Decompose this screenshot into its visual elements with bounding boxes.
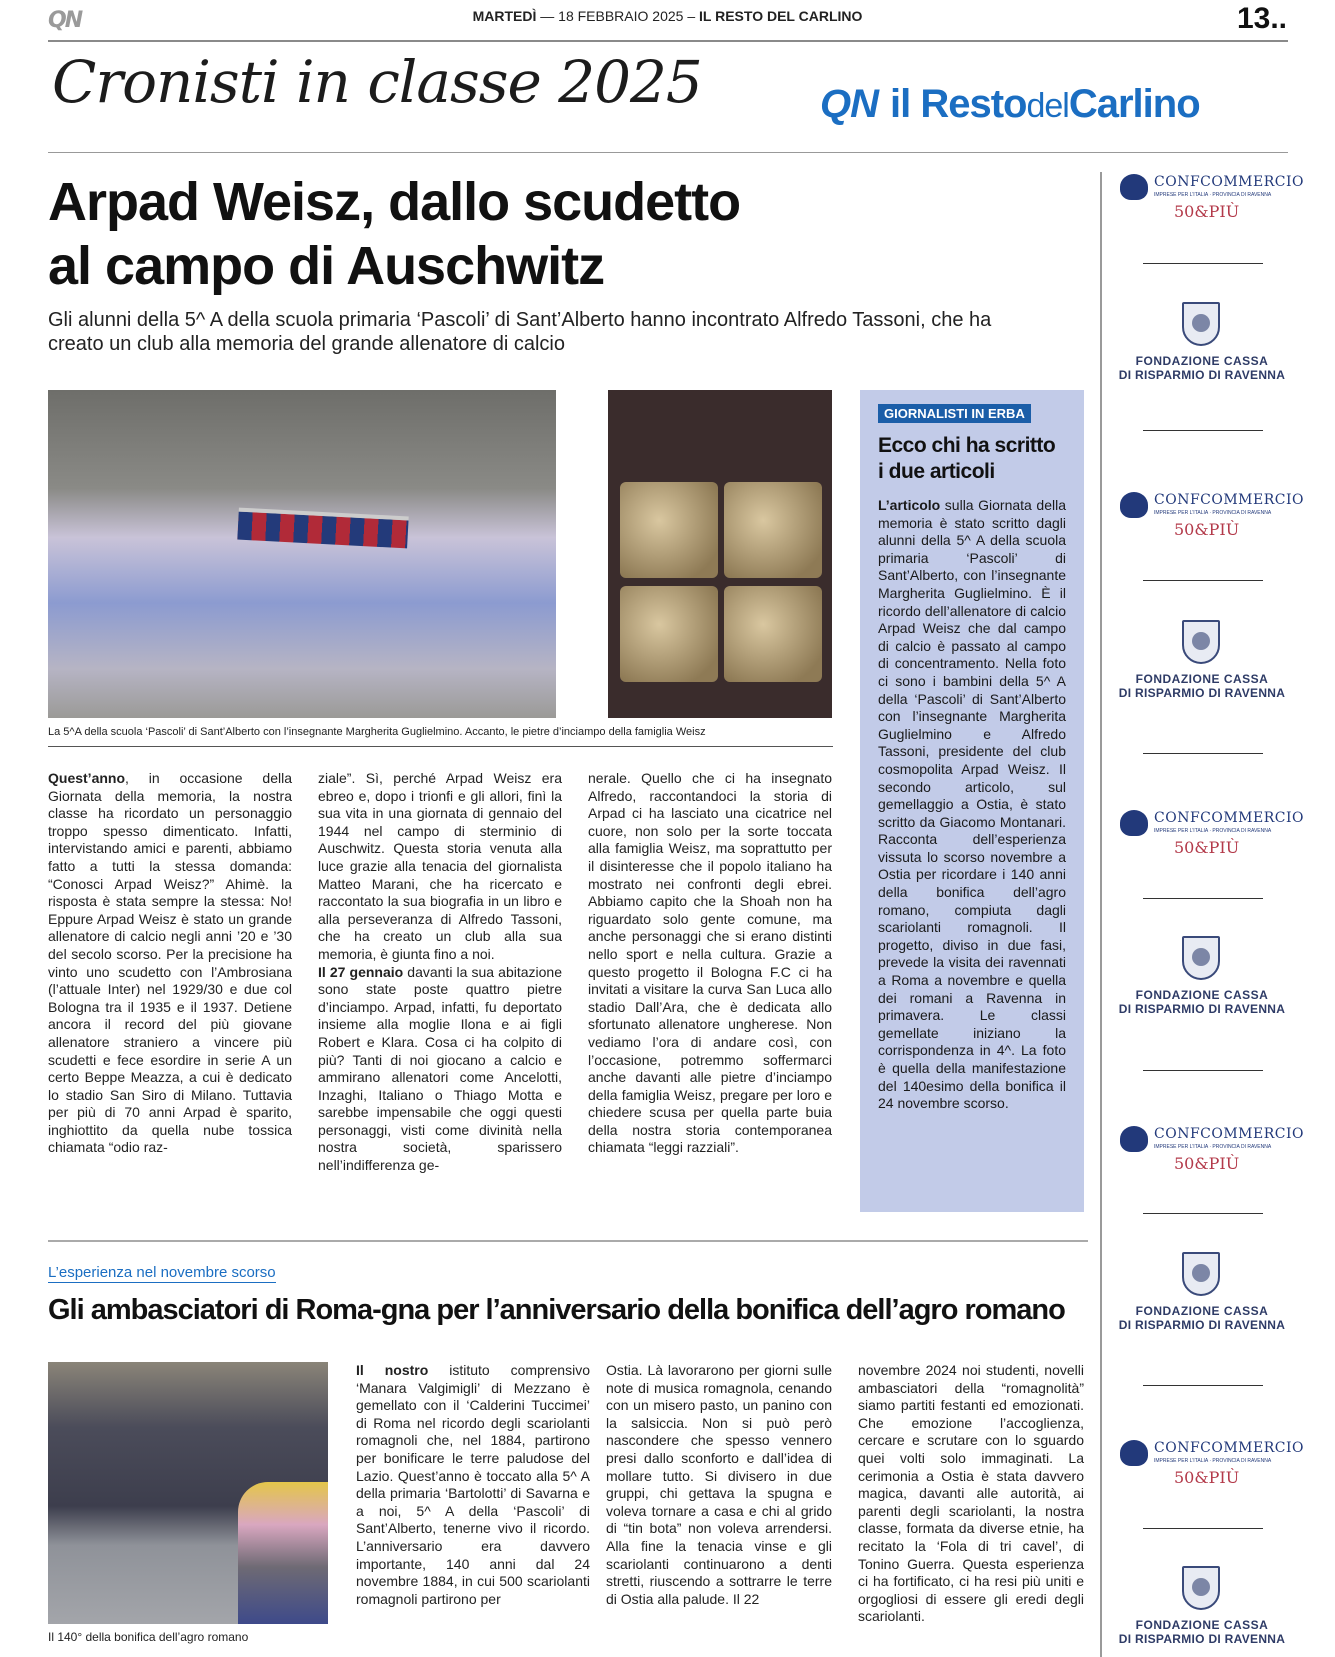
seated-children bbox=[238, 1482, 328, 1624]
fondazione-line2: DI RISPARMIO DI RAVENNA bbox=[1118, 686, 1286, 700]
confcommercio-logo bbox=[1112, 1124, 1304, 1184]
confcommercio-sub: IMPRESE PER L'ITALIA · PROVINCIA DI RAVENNA bbox=[1154, 192, 1272, 198]
confcommercio-name: CONFCOMMERCIO bbox=[1154, 810, 1304, 826]
fondazione-logo bbox=[1112, 620, 1292, 710]
caption-divider bbox=[48, 746, 833, 747]
confcommercio-sub: IMPRESE PER L'ITALIA · PROVINCIA DI RAVENNA bbox=[1154, 828, 1272, 834]
confcommercio-logo bbox=[1112, 172, 1304, 232]
col2-lead: Il 27 gennaio bbox=[318, 963, 404, 980]
dateline-sep2: – bbox=[687, 8, 700, 24]
confcommercio-logo bbox=[1112, 490, 1304, 550]
headline-line2: al campo di Auschwitz bbox=[48, 236, 605, 296]
article2-photo-caption: Il 140° della bonifica dell’agro romano bbox=[48, 1630, 249, 1644]
sidebar-body bbox=[878, 497, 1066, 1113]
shield-icon bbox=[1182, 1566, 1220, 1610]
eagle-icon bbox=[1120, 1440, 1148, 1466]
brand-logo bbox=[820, 82, 1200, 127]
fifty-plus-logo: 50&PIÙ bbox=[1174, 202, 1240, 221]
sponsor-separator bbox=[1143, 1070, 1263, 1071]
article2-kicker: L’esperienza nel novembre scorso bbox=[48, 1264, 276, 1281]
fondazione-line1: FONDAZIONE CASSA bbox=[1135, 354, 1269, 368]
fondazione-logo bbox=[1112, 302, 1292, 392]
confcommercio-logo bbox=[1112, 1438, 1304, 1498]
confcommercio-logo bbox=[1112, 808, 1304, 868]
article1-column-1 bbox=[48, 770, 292, 1157]
article1-photo-caption: La 5^A della scuola ‘Pascoli’ di Sant’Alberto con l’insegnante Margherita Guglielmino. Accanto, le pietre d’inciampo della famiglia Weisz bbox=[48, 726, 706, 738]
sponsor-separator bbox=[1143, 753, 1263, 754]
shield-icon bbox=[1182, 620, 1220, 664]
masthead-divider bbox=[48, 152, 1288, 153]
stone-2 bbox=[724, 482, 822, 578]
confcommercio-name: CONFCOMMERCIO bbox=[1154, 492, 1304, 508]
confcommercio-name: CONFCOMMERCIO bbox=[1154, 174, 1304, 190]
article2-lead: Il nostro bbox=[356, 1362, 429, 1378]
sponsor-separator bbox=[1143, 263, 1263, 264]
confcommercio-sub: IMPRESE PER L'ITALIA · PROVINCIA DI RAVENNA bbox=[1154, 510, 1272, 516]
article1-headline bbox=[48, 170, 1048, 298]
fondazione-logo bbox=[1112, 1252, 1292, 1342]
article1-column-2 bbox=[318, 770, 562, 1175]
fondazione-logo bbox=[1112, 1566, 1292, 1656]
shield-icon bbox=[1182, 1252, 1220, 1296]
fifty-plus-logo: 50&PIÙ bbox=[1174, 1154, 1240, 1173]
fondazione-line1: FONDAZIONE CASSA bbox=[1135, 672, 1269, 686]
article2-column-2: Ostia. Là lavorarono per giorni sulle note di musica romagnola, cenando con un misero pasto, un panino con la salsiccia. Non si può però nascondere che spesso vennero presi dallo sconforto e dall’idea di mollare tutto. Si divisero in due gruppi, chi gettava la spugna e voleva tornare a casa e chi al grido di “tin bota” non voleva arrendersi. Alla fine la tenacia vinse e gli scariolanti continuarono a denti stretti, riuscendo a sottrarre le terre di Ostia alla palude. Il 22 bbox=[606, 1362, 832, 1607]
class-photo bbox=[48, 390, 556, 718]
col1-text: , in occasione della Giornata della memoria, la nostra classe ha ricordato un personaggio troppo spesso dimenticato. Infatti, intervistando amici e parenti, abbiamo fatto a tutti la stessa domanda: “Conosci Arpad Weisz?” Ahimè. la risposta è stata sempre la stessa: No! Eppure Arpad Weisz è stato un grande allenatore di calcio negli anni ’20 e ’30 del secolo scorso. Per la precisione ha vinto uno scudetto con l’Ambrosiana (l’attuale Inter) nel 1929/30 e due col Bologna tra il 1935 e il 1937. Detiene ancora il record del più giovane allenatore straniero a vincere più scudetti e fece esordire in serie A un certo Beppe Meazza, a cui è dedicato lo stadio San Siro di Milano. Tuttavia per più di 70 anni Arpad è sparito, inghiottito da quella nube tossica chiamata “odio raz- bbox=[48, 770, 292, 1156]
fondazione-line1: FONDAZIONE CASSA bbox=[1135, 988, 1269, 1002]
confcommercio-sub: IMPRESE PER L'ITALIA · PROVINCIA DI RAVENNA bbox=[1154, 1144, 1272, 1150]
ceremony-photo bbox=[48, 1362, 328, 1624]
fondazione-line2: DI RISPARMIO DI RAVENNA bbox=[1118, 1002, 1286, 1016]
sidebar-title-line2: i due articoli bbox=[878, 460, 995, 483]
dateline-sep: — bbox=[540, 8, 559, 24]
col1-lead: Quest’anno bbox=[48, 770, 126, 786]
article1-column-3: nerale. Quello che ci ha insegnato Alfredo, raccontandoci la storia di Arpad ci ha lasciato una cicatrice nel cuore, non solo per la sorte toccata alla famiglia Weisz, ma soprattutto per il disinteresse che il popolo italiano ha mostrato nei confronti degli ebrei. Abbiamo capito che la Shoah non ha riguardato solo gente comune, ma anche personaggi che si erano distinti nello sport e nella cultura. Grazie a questo progetto il Bologna F.C ci ha invitati a visitare la curva San Luca allo stadio Dall’Ara, che è dedicata allo sfortunato allenatore ungherese. Non vediamo l’ora di andare così, con l’occasione, potremmo soffermarci anche davanti alle pietre d’inciampo della famiglia Weisz, pregare per loro e chiedere scusa per quella parte buia della nostra storia contemporanea chiamata “leggi razziali”. bbox=[588, 770, 832, 1156]
fifty-plus-logo: 50&PIÙ bbox=[1174, 520, 1240, 539]
eagle-icon bbox=[1120, 174, 1148, 200]
dateline-day: MARTEDÌ bbox=[472, 8, 537, 24]
dateline-newspaper: IL RESTO DEL CARLINO bbox=[699, 8, 863, 24]
sponsor-separator bbox=[1143, 1213, 1263, 1214]
confcommercio-sub: IMPRESE PER L'ITALIA · PROVINCIA DI RAVENNA bbox=[1154, 1458, 1272, 1464]
eagle-icon bbox=[1120, 1126, 1148, 1152]
eagle-icon bbox=[1120, 810, 1148, 836]
sponsor-separator bbox=[1143, 580, 1263, 581]
fondazione-logo bbox=[1112, 936, 1292, 1026]
top-divider bbox=[48, 40, 1288, 42]
col2-text-1: ziale”. Sì, perché Arpad Weisz era ebreo e, dopo i trionfi e gli allori, finì la sua vita in una giornata di gennaio del 1944 nel campo di sterminio di Auschwitz. Questa storia venuta alla luce grazie alla tenacia del giornalista Matteo Marani, che ha ricercato e raccontato la sua biografia in un libro e alla perseveranza di Alfredo Tassoni, che ha creato un club alla sua memoria, è giunta fino a noi. bbox=[318, 770, 562, 962]
fifty-plus-logo: 50&PIÙ bbox=[1174, 838, 1240, 857]
arpad-weisz-scarf bbox=[237, 508, 408, 549]
qn-logo-small: QN bbox=[48, 8, 82, 33]
sidebar-badge: GIORNALISTI IN ERBA bbox=[878, 404, 1031, 423]
brand-carlino: Carlino bbox=[1068, 82, 1200, 126]
sponsor-separator bbox=[1143, 1528, 1263, 1529]
fondazione-line1: FONDAZIONE CASSA bbox=[1135, 1618, 1269, 1632]
fondazione-line2: DI RISPARMIO DI RAVENNA bbox=[1118, 1632, 1286, 1646]
confcommercio-name: CONFCOMMERCIO bbox=[1154, 1126, 1304, 1142]
sidebar-title bbox=[878, 433, 1066, 485]
section-title: Cronisti in classe 2025 bbox=[52, 48, 702, 116]
sidebar-lead: L’articolo bbox=[878, 497, 941, 513]
stone-4 bbox=[724, 586, 822, 682]
fondazione-line1: FONDAZIONE CASSA bbox=[1135, 1304, 1269, 1318]
article2-column-3: novembre 2024 noi studenti, novelli ambasciatori della “romagnolità” siamo partiti festanti ed emozionati. Che emozione l’accoglienza, cercare e scrutare con lo sguardo quei volti solo immaginati. La cerimonia a Ostia è stata davvero magica, davanti alle autorità, ai parenti degli scariolanti, la nostra classe, formata da diverse etnie, ha recitato la ‘Fola di tri cavel’, di Tonino Guerra. Questa esperienza ci ha fortificato, ci ha resi più uniti e orgogliosi di essere gli eredi degli scariolanti. bbox=[858, 1362, 1084, 1625]
article1-deck: Gli alunni della 5^ A della scuola primaria ‘Pascoli’ di Sant’Alberto hanno incontrato Alfredo Tassoni, che ha creato un club alla memoria del grande allenatore di calcio bbox=[48, 309, 992, 355]
brand-qn: QN bbox=[820, 82, 878, 126]
fifty-plus-logo: 50&PIÙ bbox=[1174, 1468, 1240, 1487]
fondazione-line2: DI RISPARMIO DI RAVENNA bbox=[1118, 1318, 1286, 1332]
shield-icon bbox=[1182, 936, 1220, 980]
brand-del: del bbox=[1026, 87, 1069, 125]
article2-headline: Gli ambasciatori di Roma-gna per l’anniversario della bonifica dell’agro romano bbox=[48, 1294, 1065, 1326]
dateline bbox=[0, 8, 1335, 24]
col2-text-2: davanti la sua abitazione sono state poste quattro pietre d’inciampo. Arpad, infatti, fu deportato insieme alla moglie Ilona e ai figli Robert e Klara. Cosa ci ha colpito di più? Tanti di noi giocano a calcio e ammirano allenatori come Ancelotti, Inzaghi, Italiano o Thiago Motta e sarebbe impensabile che oggi questi personaggi, visti come divinità nella nostra società, sparissero nell’indifferenza ge- bbox=[318, 963, 562, 1174]
dateline-date: 18 FEBBRAIO 2025 bbox=[558, 8, 684, 24]
headline-line1: Arpad Weisz, dallo scudetto bbox=[48, 172, 741, 232]
sponsor-separator bbox=[1143, 1385, 1263, 1386]
article2-col1-text: istituto comprensivo ‘Manara Valgimigli’ di Mezzano è gemellato con il ‘Calderini Tuccimei’ di Roma nel ricordo degli scariolanti romagnoli che, nel 1884, partirono per bonificare le terre paludose del Lazio. Quest’anno è toccato alla 5^ A della primaria ‘Bartolotti’ di Savarna e a noi, 5^ A della ‘Pascoli’ di Sant’Alberto, tenerne vivo il ricordo. L’anniversario era davvero importante, 140 anni dal 24 novembre 1884, in cui 500 scariolanti romagnoli partirono per bbox=[356, 1362, 590, 1607]
brand-il-resto: il Resto bbox=[890, 82, 1027, 126]
sponsor-divider bbox=[1100, 172, 1102, 1657]
article-divider bbox=[48, 1240, 1088, 1242]
sidebar-title-line1: Ecco chi ha scritto bbox=[878, 434, 1056, 457]
sponsor-separator bbox=[1143, 430, 1263, 431]
confcommercio-name: CONFCOMMERCIO bbox=[1154, 1440, 1304, 1456]
stumbling-stones-photo bbox=[608, 390, 832, 718]
fondazione-line2: DI RISPARMIO DI RAVENNA bbox=[1118, 368, 1286, 382]
stone-3 bbox=[620, 586, 718, 682]
article2-column-1 bbox=[356, 1362, 590, 1608]
sidebar-text: sulla Giornata della memoria è stato scritto dagli alunni della 5^ A della scuola primaria ‘Pascoli’ di Sant’Alberto, con l’insegnante Margherita Guglielmino. È il ricordo dell’allenatore di calcio Arpad Weisz che dal campo di calcio è passato al campo di concentramento. Nella foto ci sono i bambini della 5^ A della ‘Pascoli’ di Sant’Alberto con l’insegnante Margherita Guglielmino e Alfredo Tassoni, presidente del club cosmopolita Arpad Weisz. Il secondo articolo, sul gemellaggio a Ostia, è stato scritto da Giacomo Montanari. Racconta dell’esperienza vissuta lo scorso novembre a Ostia per ricordare i 140 anni della bonifica dell’agro romano, compiuta dagli scariolanti romagnoli. Il progetto, diviso in due fasi, prevede la visita dei ravennati a Roma a novembre e quella dei romani a Ravenna in primavera. Le classi gemellate iniziano la corrispondenza in 4^. La foto è quella della manifestazione del 140esimo della bonifica il 24 novembre scorso. bbox=[878, 497, 1066, 1112]
page-number: 13.. bbox=[1236, 2, 1287, 35]
sidebar-box bbox=[860, 390, 1084, 1212]
stone-1 bbox=[620, 482, 718, 578]
eagle-icon bbox=[1120, 492, 1148, 518]
shield-icon bbox=[1182, 302, 1220, 346]
sponsor-separator bbox=[1143, 898, 1263, 899]
